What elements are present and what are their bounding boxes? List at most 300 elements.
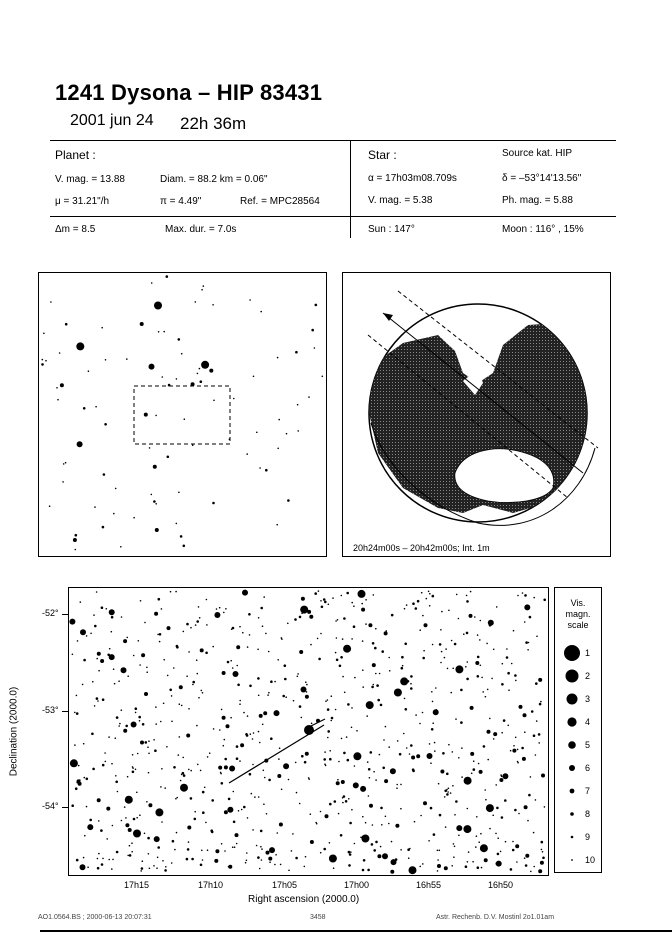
info-divider [350,140,351,238]
star-dot [496,807,499,810]
star-dot [517,761,519,763]
star-dot [327,708,330,711]
legend-title: Vis. [570,598,586,608]
star-dot [385,816,387,818]
star-dot [195,301,197,303]
star-dot [202,811,205,814]
star-dot [479,639,481,641]
star-dot [136,817,138,819]
star-dot [148,772,150,774]
star-dot [467,661,469,663]
star-dot [429,605,431,607]
star-dot [395,824,399,828]
star-dot [450,692,452,694]
star-dot [280,864,282,866]
legend-value: 2 [585,671,591,681]
star-dot [324,601,327,604]
star-dot [440,629,442,631]
star-dot [529,616,532,619]
star-dot [409,866,417,874]
star-dot [309,615,313,619]
star-dot [268,779,271,782]
star-dot [448,744,450,746]
star-dot [521,747,524,750]
star-dot [77,441,83,447]
star-dot [197,373,199,375]
star-dot [223,612,225,614]
zoom-box [134,386,230,444]
star-dot [154,836,160,842]
star-dot [209,369,213,373]
star-dot [448,610,450,612]
star-dot [220,772,222,774]
star-dot [512,749,516,753]
star-dot [104,423,107,426]
star-dot [123,729,127,733]
star-dot [342,676,344,678]
star-dot [176,523,178,525]
planet-heading: Planet : [55,148,96,162]
star-dot [380,846,382,848]
star-dot [533,734,536,737]
star-dot [146,671,148,673]
star-dot [491,678,493,680]
star-dot [171,862,173,864]
star-dot [80,629,86,635]
star-dot [82,684,84,686]
star-dot [478,763,480,765]
star-dot [362,816,364,818]
star-dot [154,749,157,752]
star-dot [439,814,442,817]
star-dot [329,855,337,863]
star-dot [277,357,279,359]
star-dot [237,684,240,687]
star-dot [477,866,480,869]
star-dot [60,383,64,387]
star-dot [314,592,317,595]
star-dot [493,732,497,736]
star-dot [196,725,198,727]
star-dot [187,826,191,830]
star-dot [56,387,58,389]
star-dot [164,787,166,789]
star-phmag: Ph. mag. = 5.88 [502,195,573,206]
legend-dot [571,836,574,839]
star-dot [339,665,342,668]
star-dot [390,870,394,874]
star-dot [76,712,79,715]
star-dot [259,742,261,744]
star-dot [461,776,463,778]
star-dot [363,859,366,862]
star-dot [446,773,449,776]
star-dot [84,835,86,837]
star-dot [249,299,251,301]
star-dot [140,322,144,326]
star-dot [151,282,153,284]
star-dot [470,752,474,756]
star-dot [354,677,356,679]
star-dot [346,592,349,595]
star-dot [506,656,509,659]
star-dot [338,813,340,815]
star-dot [142,723,145,726]
star-dot [108,736,110,738]
star-dot [427,753,433,759]
star-dot [274,710,280,716]
star-dot [341,780,345,784]
star-dot [375,673,377,675]
star-dot [466,632,469,635]
star-dot [390,768,396,774]
star-dot [121,667,127,673]
star-dot [299,803,301,805]
star-dot [153,739,155,741]
star-heading: Star : [368,148,397,162]
star-dot [219,607,221,609]
star-dot [423,801,427,805]
star-dot [496,606,498,608]
star-dot [539,703,542,706]
delta-mag: Δm = 8.5 [55,224,96,235]
star-dot [86,635,88,637]
star-dot [80,864,86,870]
star-dot [179,685,183,689]
star-dot [112,825,114,827]
star-dot [73,538,77,542]
star-dot [528,642,530,644]
star-dot [533,597,535,599]
star-dot [375,628,377,630]
star-dot [511,663,513,665]
star-dot [432,644,434,646]
star-dot [530,871,532,873]
star-dot [127,776,129,778]
star-dot [274,681,276,683]
star-dot [353,605,355,607]
star-dot [190,627,192,629]
star-dot [368,623,372,627]
star-dot [341,595,343,597]
star-dot [145,741,148,744]
star-dot [102,526,105,529]
star-dot [372,824,374,826]
star-dot [88,370,90,372]
star-dot [213,728,215,730]
legend-dot [568,741,576,749]
star-dot [148,753,150,755]
star-dot [201,690,203,692]
star-dot [83,743,85,745]
star-dot [95,406,97,408]
star-dot [133,818,136,821]
star-dot [362,640,364,642]
star-dot [259,467,261,469]
star-dot [202,859,204,861]
star-dot [224,739,226,741]
star-dot [128,828,132,832]
star-dot [301,687,307,693]
star-dot [458,618,460,620]
y-tick: -52° [42,608,59,618]
star-dot [442,752,445,755]
legend-value: 9 [585,832,591,842]
star-dot [256,845,258,847]
star-dot [199,617,201,619]
star-dot [184,418,186,420]
star-dot [276,524,278,526]
star-dot [524,604,530,610]
star-dot [147,837,150,840]
star-dot [431,728,434,731]
star-dot [528,794,531,797]
star-dot [478,841,480,843]
star-dot [225,608,227,610]
star-dot [268,651,270,653]
star-dot [263,770,265,772]
magnitude-legend [554,587,602,873]
star-dot [454,814,456,816]
star-dot [320,600,322,602]
star-dot [323,848,326,851]
star-dot [362,836,365,839]
star-dot [167,456,170,459]
star-dot [125,796,133,804]
star-dot [379,754,381,756]
star-dot [340,834,343,837]
star-dot [178,754,180,756]
star-dot [515,737,517,739]
star-dot [324,763,326,765]
star-dot [403,733,405,735]
star-dot [284,664,287,667]
star-dot [375,779,377,781]
star-dot [159,633,162,636]
star-dot [428,591,430,593]
star-dot [163,659,165,661]
star-dot [211,831,214,834]
star-dot [277,832,279,834]
star-dot [485,799,487,801]
star-dot [266,813,268,815]
star-dot [495,784,497,786]
star-dot [348,864,351,867]
star-dot [84,777,86,779]
star-dot [278,758,280,760]
star-dot [221,843,223,845]
star-dot [173,766,176,769]
star-dot [320,633,322,635]
star-dot [486,804,494,812]
star-dot [411,756,415,760]
star-dot [510,868,513,871]
star-dot [342,802,344,804]
star-dot [345,800,348,803]
star-dot [323,598,326,601]
legend-value: 10 [585,855,596,865]
star-dot [501,816,504,819]
star-dot [337,779,339,781]
star-dot [406,604,408,606]
star-dot [149,447,151,449]
star-dot [165,866,167,868]
star-dot [484,789,486,791]
globe-caption: 20h24m00s – 20h42m00s; Int. 1m [353,543,490,553]
star-dot [224,810,228,814]
star-dot [333,867,335,869]
star-dot [45,360,47,362]
star-dot [70,759,78,767]
star-dot [200,380,203,383]
star-dot [206,624,208,626]
star-dot [258,796,260,798]
star-dot [307,610,311,614]
star-dot [282,695,285,698]
star-dot [297,676,299,678]
star-dot [400,849,402,851]
star-dot [103,473,106,476]
star-dot [469,614,473,618]
star-dot [481,677,483,679]
star-dot [441,651,443,653]
star-dot [512,849,515,852]
star-dot [92,681,94,683]
star-dot [438,783,440,785]
star-dot [246,860,248,862]
star-dot [129,845,131,847]
star-dot [183,545,186,548]
star-dot [480,844,488,852]
star-dot [116,716,119,719]
star-dot [439,850,441,852]
star-dot [452,785,454,787]
star-dot [246,453,248,455]
star-dot [201,289,203,291]
star-dot [430,807,433,810]
star-dot [260,830,263,833]
star-dot [287,623,289,625]
star-dot [397,740,399,742]
star-dot [486,643,488,645]
star-dot [452,668,454,670]
star-dot [212,304,214,306]
star-dot [83,659,86,662]
star-dot [540,701,542,703]
star-dot [65,323,68,326]
star-dot [219,729,221,731]
star-dot [43,333,45,335]
star-dot [493,738,495,740]
star-dot [75,549,77,551]
star-dot [176,646,179,649]
star-dot [336,781,340,785]
star-dot [265,633,267,635]
star-dot [487,689,489,691]
star-dot [188,651,190,653]
star-dot [395,858,398,861]
star-dot [350,851,352,853]
legend-dot [567,717,576,726]
star-dot [144,692,148,696]
star-dot [377,699,380,702]
star-dot [334,800,337,803]
star-dot [138,640,140,642]
star-dot [239,760,241,762]
legend-value: 5 [585,740,591,750]
star-dot [157,634,159,636]
star-dot [285,696,287,698]
star-dot [422,712,424,714]
star-dot [512,841,514,843]
star-dot [524,621,526,623]
star-dot [432,722,434,724]
star-dot [327,737,329,739]
star-dot [197,673,199,675]
star-dot [284,678,287,681]
star-dot [463,633,465,635]
star-dot [419,629,421,631]
star-dot [332,597,334,599]
star-dot [253,732,255,734]
star-dot [106,807,110,811]
star-dot [325,700,327,702]
star-dot [301,717,303,719]
star-dot [495,833,497,835]
star-dot [396,784,398,786]
star-dot [456,594,458,596]
star-dot [260,311,262,313]
star-dot [174,849,176,851]
star-dot [489,828,491,830]
star-dot [117,791,119,793]
star-dot [205,652,208,655]
star-dot [202,692,204,694]
star-dot [428,840,430,842]
star-dot [324,751,326,753]
star-dot [305,856,307,858]
star-dot [504,799,507,802]
star-dot [221,782,224,785]
star-dot [135,712,137,714]
star-dot [236,843,238,845]
star-dot [371,686,374,689]
star-dot [327,730,330,733]
x-axis-label: Right ascension (2000.0) [248,894,360,905]
star-dot [477,634,479,636]
star-dot [144,622,146,624]
star-dot [121,616,123,618]
star-dot [192,444,194,446]
star-dot [155,706,157,708]
star-dot [146,667,148,669]
star-dot [147,746,149,748]
star-dot [429,593,431,595]
star-dot [240,743,244,747]
star-dot [341,738,343,740]
star-dot [274,864,276,866]
star-dot [262,724,264,726]
star-dot [154,302,162,310]
star-dot [96,658,98,660]
star-dot [476,835,478,837]
star-dot [116,851,119,854]
star-dot [420,815,422,817]
star-dot [500,851,502,853]
star-dot [266,851,270,855]
star-dot [157,846,160,849]
star-dot [250,733,252,735]
